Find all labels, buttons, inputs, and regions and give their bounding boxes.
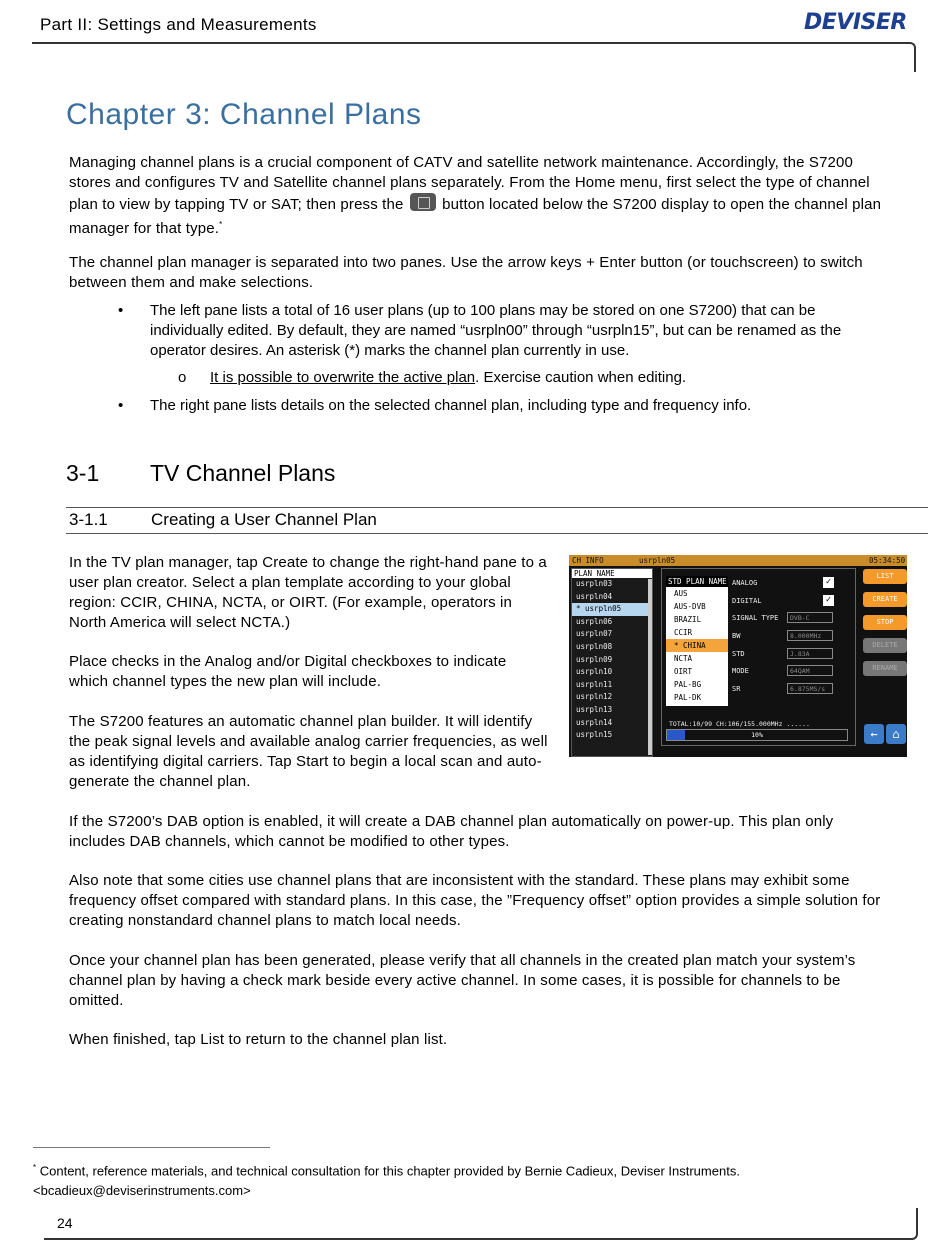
divider bbox=[66, 533, 928, 534]
scan-progress-bar bbox=[666, 729, 848, 741]
analog-label: ANALOG bbox=[732, 579, 758, 587]
body-paragraph-2: Place checks in the Analog and/or Digital checkboxes to indicate which channel types the new plan will include. bbox=[69, 653, 507, 690]
section-title: TV Channel Plans bbox=[150, 460, 336, 486]
body-paragraph-5: Also note that some cities use channel plans that are inconsistent with the standard. These plans may exhibit some frequency offset compared with standard plans. In this case, the ”Frequency offset” option provides a simple solution for creating nonstandard channel plans to match local needs. bbox=[69, 872, 881, 929]
std-label: STD bbox=[732, 650, 745, 658]
footer-rule bbox=[44, 1208, 918, 1240]
footnote-separator bbox=[33, 1147, 270, 1148]
home-icon: ⌂ bbox=[886, 724, 906, 744]
progress-label: 10% bbox=[751, 731, 763, 739]
digital-checkbox: ✓ bbox=[823, 595, 834, 606]
plan-item: usrpln10 bbox=[576, 667, 613, 677]
plan-item-selected: * usrpln05 bbox=[572, 603, 652, 616]
plan-list-header: PLAN NAME bbox=[572, 569, 652, 578]
sr-value: 6.875MS/s bbox=[787, 683, 833, 694]
circle-bullet-icon: o bbox=[178, 369, 187, 386]
screen-title-bar bbox=[569, 555, 907, 566]
plan-item: usrpln12 bbox=[576, 692, 613, 702]
footnote-email: <bcadieux@deviserinstruments.com> bbox=[33, 1183, 251, 1199]
signal-type-label: SIGNAL TYPE bbox=[732, 614, 779, 622]
divider bbox=[66, 507, 928, 508]
header-rule bbox=[32, 42, 916, 72]
plan-item: usrpln07 bbox=[576, 629, 613, 639]
footnote bbox=[33, 1158, 913, 1201]
device-screenshot bbox=[569, 555, 907, 757]
plan-item: usrpln09 bbox=[576, 654, 613, 664]
bullet-text: The right pane lists details on the selected channel plan, including type and frequency info. bbox=[150, 397, 752, 414]
footnote-mark: * bbox=[33, 1163, 37, 1172]
plan-item: usrpln14 bbox=[576, 717, 613, 727]
plan-list-pane bbox=[571, 568, 653, 757]
bullet-icon: • bbox=[118, 397, 124, 414]
std-plan-header: STD PLAN NAME bbox=[668, 577, 727, 586]
list-item bbox=[118, 301, 888, 361]
intro-text-b: button located below the S7200 display to open the channel plan manager for that type. bbox=[69, 196, 882, 237]
subsection-title: Creating a User Channel Plan bbox=[151, 510, 377, 529]
screen-title: CH INFO bbox=[572, 556, 604, 565]
body-paragraph-1: In the TV plan manager, tap Create to change the right-hand pane to a user plan creator. Select a plan template according to your global region: CCIR, CHINA, NCTA, or OIRT. (For example, operators in North America will select NCTA.) bbox=[69, 554, 547, 631]
plan-item: usrpln03 bbox=[576, 579, 613, 588]
digital-label: DIGITAL bbox=[732, 597, 762, 605]
plan-item: usrpln04 bbox=[576, 591, 613, 601]
scrollbar bbox=[648, 579, 652, 755]
std-plan-item-selected: * CHINA bbox=[666, 639, 728, 652]
std-plan-item: PAL-BG bbox=[674, 680, 702, 689]
intro-text-a: Managing channel plans is a crucial component of CATV and satellite network maintenance. Accordingly, the S7200 stores and configures TV and Satellite channel plans separately. From the Home menu, first select the type of channel plan to view by tapping TV or SAT; then press the bbox=[69, 154, 870, 213]
screen-plan-name: usrpln05 bbox=[639, 556, 676, 565]
section-number: 3-1 bbox=[66, 460, 100, 486]
analog-checkbox: ✓ bbox=[823, 577, 834, 588]
bw-label: BW bbox=[732, 632, 741, 640]
body-paragraph-7: When finished, tap List to return to the channel plan list. bbox=[69, 1031, 448, 1048]
stop-button: STOP bbox=[863, 615, 907, 630]
std-plan-item: PAL-DK bbox=[674, 693, 702, 702]
plan-item: usrpln08 bbox=[576, 641, 613, 651]
plan-item: usrpln06 bbox=[576, 616, 613, 626]
std-plan-item: AUS bbox=[674, 589, 688, 598]
std-plan-item: CCIR bbox=[674, 628, 693, 637]
bullet-list bbox=[118, 301, 888, 416]
std-value: J.83A bbox=[787, 648, 833, 659]
body-paragraph-6: Once your channel plan has been generated, please verify that all channels in the created plan match your system’s channel plan by having a check mark beside every active channel. In some cases, it is possible for channels to be omitted. bbox=[69, 952, 856, 1009]
chapter-title: Chapter 3: Channel Plans bbox=[66, 98, 422, 131]
plan-item: usrpln13 bbox=[576, 704, 613, 714]
bullet-icon: • bbox=[118, 302, 124, 319]
std-plan-item: OIRT bbox=[674, 667, 693, 676]
bullet-text: The left pane lists a total of 16 user plans (up to 100 plans may be stored on one S7200) that can be individually edited. By default, they are named “usrpln00” through “usrpln15”, but can be renamed as the operator desires. An asterisk (*) marks the channel plan currently in use. bbox=[150, 302, 842, 359]
warning-underlined-text: It is possible to overwrite the active plan bbox=[210, 369, 476, 386]
intro-paragraph-2: The channel plan manager is separated into two panes. Use the arrow keys + Enter button (or touchscreen) to switch between them and make selections. bbox=[69, 254, 863, 291]
std-plan-item: BRAZIL bbox=[674, 615, 702, 624]
subsection-number: 3-1.1 bbox=[69, 510, 108, 529]
plan-manager-button-icon bbox=[410, 193, 436, 211]
std-plan-item: AUS-DVB bbox=[674, 602, 706, 611]
total-readout: TOTAL:10/99 CH:106/155.000MHz ...... bbox=[669, 720, 810, 728]
rename-button: RENAME bbox=[863, 661, 907, 676]
bw-value: 8.000MHz bbox=[787, 630, 833, 641]
plan-item: usrpln11 bbox=[576, 679, 613, 689]
mode-label: MODE bbox=[732, 667, 749, 675]
mode-value: 64QAM bbox=[787, 665, 833, 676]
list-button: LIST bbox=[863, 569, 907, 584]
intro-paragraph-1 bbox=[69, 153, 889, 239]
body-paragraph-4: If the S7200’s DAB option is enabled, it will create a DAB channel plan automatically on power-up. This plan only includes DAB channels, which cannot be modified to other types. bbox=[69, 813, 834, 850]
sr-label: SR bbox=[732, 685, 741, 693]
deviser-logo: DEVISER bbox=[804, 10, 907, 35]
create-button: CREATE bbox=[863, 592, 907, 607]
page-number: 24 bbox=[57, 1215, 73, 1231]
body-paragraph-3: The S7200 features an automatic channel plan builder. It will identify the peak signal levels and available analog carrier frequencies, as well as identifying digital carriers. Tap Start to begin a local scan and auto-generate the channel plan. bbox=[69, 713, 548, 790]
running-header: Part II: Settings and Measurements bbox=[40, 15, 317, 34]
plan-item: usrpln15 bbox=[576, 730, 613, 740]
list-item bbox=[118, 396, 888, 416]
subsection-heading bbox=[69, 510, 377, 530]
list-item bbox=[178, 368, 888, 388]
screen-time: 05:34:50 bbox=[869, 556, 906, 565]
footnote-text: Content, reference materials, and technical consultation for this chapter provided by Bernie Cadieux, Deviser Instruments. bbox=[36, 1163, 740, 1179]
std-plan-dropdown bbox=[666, 576, 728, 706]
warning-text: . Exercise caution when editing. bbox=[475, 369, 687, 386]
footnote-ref: * bbox=[219, 220, 223, 229]
delete-button: DELETE bbox=[863, 638, 907, 653]
back-arrow-icon: ← bbox=[864, 724, 884, 744]
std-plan-item: NCTA bbox=[674, 654, 693, 663]
signal-type-value: DVB-C bbox=[787, 612, 833, 623]
section-heading bbox=[66, 460, 335, 487]
